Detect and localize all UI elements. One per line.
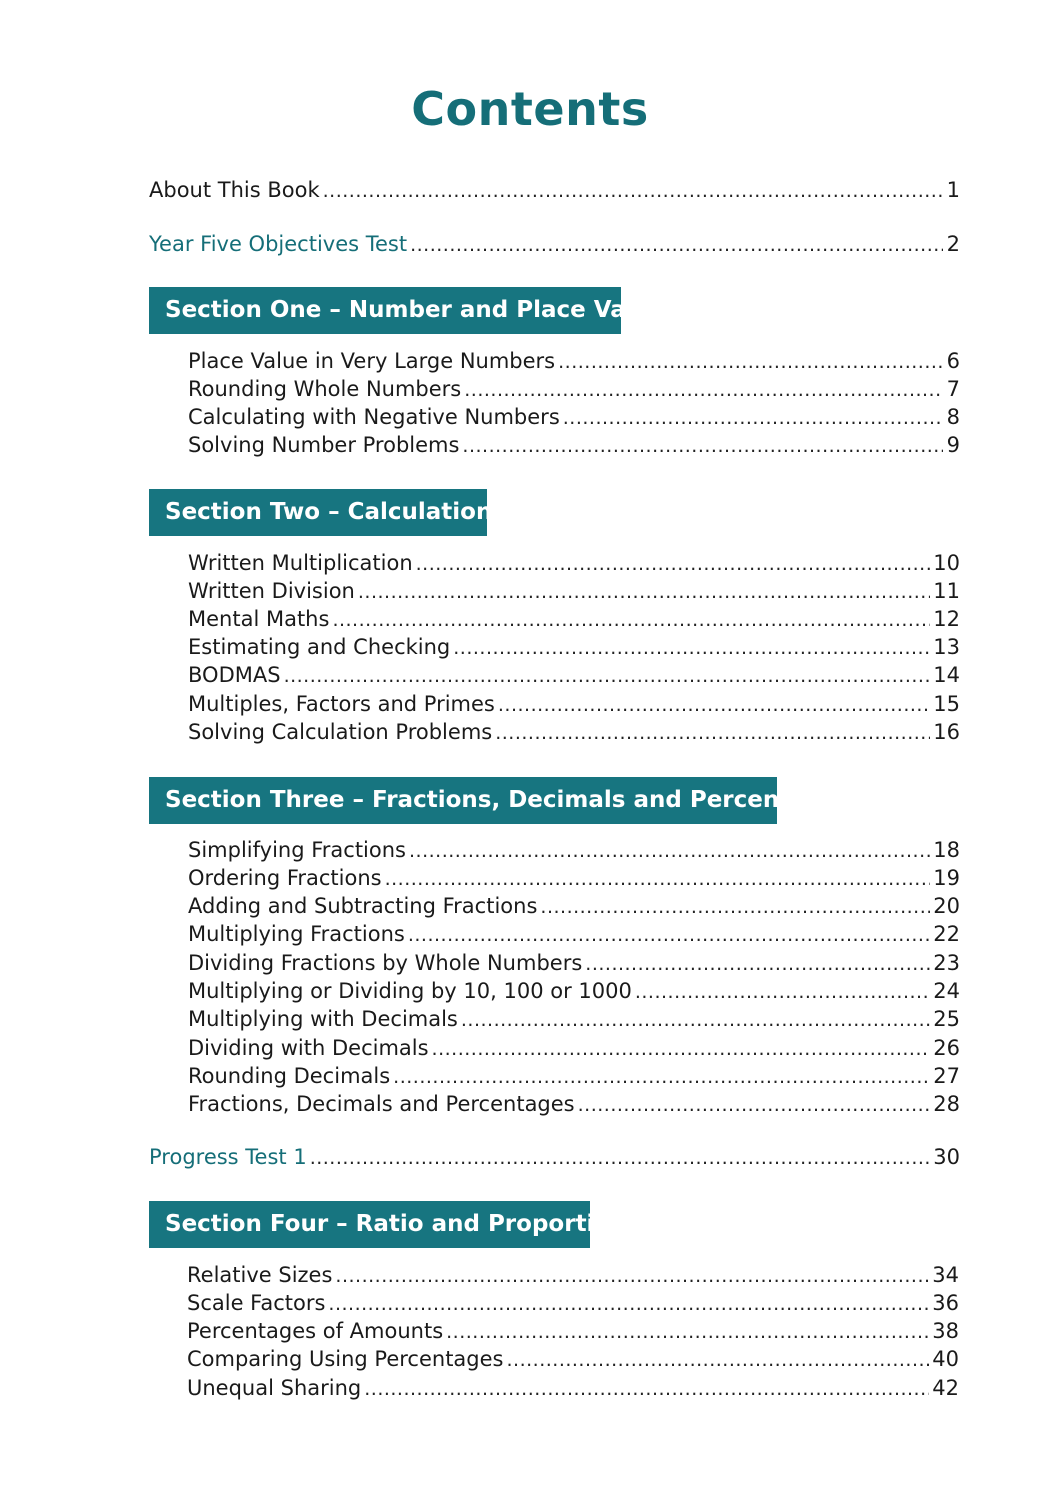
dot-leader	[540, 893, 930, 921]
section-heading-two: Section Two – Calculations	[149, 489, 487, 536]
toc-entry-page: 30	[933, 1145, 960, 1169]
toc-entry-page: 38	[932, 1319, 959, 1343]
dot-leader	[364, 1375, 929, 1403]
toc-entry[interactable]	[187, 1345, 959, 1373]
toc-entry-page: 12	[933, 607, 960, 631]
dot-leader	[323, 177, 943, 205]
toc-entry-label: Relative Sizes	[187, 1263, 333, 1287]
dot-leader	[446, 1318, 929, 1346]
toc-entry-label: Dividing with Decimals	[188, 1036, 429, 1060]
dot-leader	[464, 376, 943, 404]
dot-leader	[358, 578, 930, 606]
toc-entry-page: 10	[933, 551, 960, 575]
toc-entry-label: Multiplying with Decimals	[188, 1007, 458, 1031]
toc-entry[interactable]	[188, 836, 960, 864]
toc-entry-label: BODMAS	[188, 663, 281, 687]
toc-entry-page: 1	[946, 178, 960, 202]
dot-leader	[507, 1346, 930, 1374]
toc-entry-label: Unequal Sharing	[187, 1376, 362, 1400]
toc-entry-page: 6	[946, 349, 960, 373]
toc-entry[interactable]	[188, 1005, 960, 1033]
toc-entry-label: Estimating and Checking	[188, 635, 451, 659]
toc-entry-page: 7	[946, 377, 960, 401]
toc-entry-label: Solving Number Problems	[188, 433, 460, 457]
toc-entry-progress-test[interactable]	[149, 1143, 960, 1171]
toc-entry-page: 28	[933, 1092, 960, 1116]
toc-entry-page: 34	[932, 1263, 959, 1287]
toc-entry-page: 13	[933, 635, 960, 659]
toc-entry-page: 8	[946, 405, 960, 429]
toc-entry[interactable]	[188, 1062, 960, 1090]
toc-entry-page: 9	[946, 433, 960, 457]
toc-entry[interactable]	[188, 892, 960, 920]
dot-leader	[462, 432, 943, 460]
toc-entry-label: Mental Maths	[188, 607, 330, 631]
toc-entry-label: Progress Test 1	[149, 1145, 307, 1169]
toc-entry-label: Calculating with Negative Numbers	[188, 405, 560, 429]
toc-entry-page: 27	[933, 1064, 960, 1088]
dot-leader	[498, 691, 930, 719]
toc-entry[interactable]	[188, 431, 960, 459]
toc-entry[interactable]	[188, 661, 960, 689]
toc-entry-page: 2	[946, 232, 960, 256]
toc-entry[interactable]	[188, 403, 960, 431]
dot-leader	[578, 1091, 931, 1119]
toc-entry-label: Simplifying Fractions	[188, 838, 406, 862]
toc-entry[interactable]	[188, 347, 960, 375]
toc-entry[interactable]	[188, 577, 960, 605]
dot-leader	[585, 950, 930, 978]
toc-entry-page: 26	[933, 1036, 960, 1060]
toc-entry-label: Dividing Fractions by Whole Numbers	[188, 951, 583, 975]
dot-leader	[432, 1035, 931, 1063]
toc-entry[interactable]	[188, 718, 960, 746]
toc-entry-label: Adding and Subtracting Fractions	[188, 894, 538, 918]
toc-entry-label: Solving Calculation Problems	[188, 720, 493, 744]
toc-entry[interactable]	[188, 1034, 960, 1062]
toc-entry-label: Multiples, Factors and Primes	[188, 692, 495, 716]
toc-entry[interactable]	[188, 864, 960, 892]
toc-entry-label: Rounding Decimals	[188, 1064, 391, 1088]
toc-entry-objectives-test[interactable]	[149, 230, 960, 258]
dot-leader	[284, 662, 931, 690]
toc-entry[interactable]	[188, 605, 960, 633]
toc-entry-page: 23	[933, 951, 960, 975]
dot-leader	[416, 550, 931, 578]
toc-entry[interactable]	[187, 1289, 959, 1317]
dot-leader	[461, 1006, 930, 1034]
toc-entry-page: 24	[933, 979, 960, 1003]
toc-entry-label: Ordering Fractions	[188, 866, 382, 890]
toc-entry-page: 22	[933, 922, 960, 946]
toc-entry-page: 19	[933, 866, 960, 890]
section-heading-one: Section One – Number and Place Value	[149, 287, 621, 334]
toc-entry[interactable]	[188, 633, 960, 661]
dot-leader	[558, 348, 943, 376]
toc-entry-label: Comparing Using Percentages	[187, 1347, 504, 1371]
toc-entry-label: Multiplying Fractions	[188, 922, 405, 946]
toc-entry-label: Multiplying or Dividing by 10, 100 or 1000	[188, 979, 632, 1003]
toc-entry-label: Year Five Objectives Test	[149, 232, 408, 256]
dot-leader	[409, 837, 930, 865]
toc-entry[interactable]	[187, 1374, 959, 1402]
toc-entry-label: Fractions, Decimals and Percentages	[188, 1092, 575, 1116]
toc-entry-label: Written Multiplication	[188, 551, 413, 575]
dot-leader	[332, 606, 930, 634]
toc-entry[interactable]	[188, 949, 960, 977]
toc-entry-page: 20	[933, 894, 960, 918]
dot-leader	[408, 921, 930, 949]
toc-entry[interactable]	[187, 1261, 959, 1289]
dot-leader	[335, 1262, 929, 1290]
dot-leader	[410, 231, 943, 259]
page-title: Contents	[411, 82, 649, 136]
toc-entry-about[interactable]	[149, 176, 960, 204]
toc-entry[interactable]	[188, 1090, 960, 1118]
toc-entry-page: 15	[933, 692, 960, 716]
toc-entry[interactable]	[188, 375, 960, 403]
dot-leader	[453, 634, 930, 662]
toc-entry-label: About This Book	[149, 178, 320, 202]
dot-leader	[328, 1290, 929, 1318]
toc-entry-label: Written Division	[188, 579, 355, 603]
toc-entry[interactable]	[188, 920, 960, 948]
dot-leader	[563, 404, 943, 432]
toc-entry-label: Scale Factors	[187, 1291, 326, 1315]
toc-entry[interactable]	[188, 690, 960, 718]
section-heading-four: Section Four – Ratio and Proportion	[149, 1201, 590, 1248]
toc-entry[interactable]	[188, 549, 960, 577]
dot-leader	[310, 1144, 931, 1172]
toc-entry-label: Percentages of Amounts	[187, 1319, 444, 1343]
toc-entry-page: 42	[932, 1376, 959, 1400]
toc-entry-label: Place Value in Very Large Numbers	[188, 349, 556, 373]
toc-entry-label: Rounding Whole Numbers	[188, 377, 462, 401]
toc-entry-page: 18	[933, 838, 960, 862]
toc-entry-page: 11	[933, 579, 960, 603]
toc-entry-page: 14	[933, 663, 960, 687]
toc-entry-page: 25	[933, 1007, 960, 1031]
section-heading-three: Section Three – Fractions, Decimals and Percentages	[149, 777, 777, 824]
toc-entry-page: 40	[932, 1347, 959, 1371]
dot-leader	[385, 865, 931, 893]
toc-entry-page: 36	[932, 1291, 959, 1315]
toc-entry[interactable]	[187, 1317, 959, 1345]
toc-entry-page: 16	[933, 720, 960, 744]
dot-leader	[495, 719, 930, 747]
dot-leader	[393, 1063, 930, 1091]
dot-leader	[635, 978, 930, 1006]
toc-entry[interactable]	[188, 977, 960, 1005]
